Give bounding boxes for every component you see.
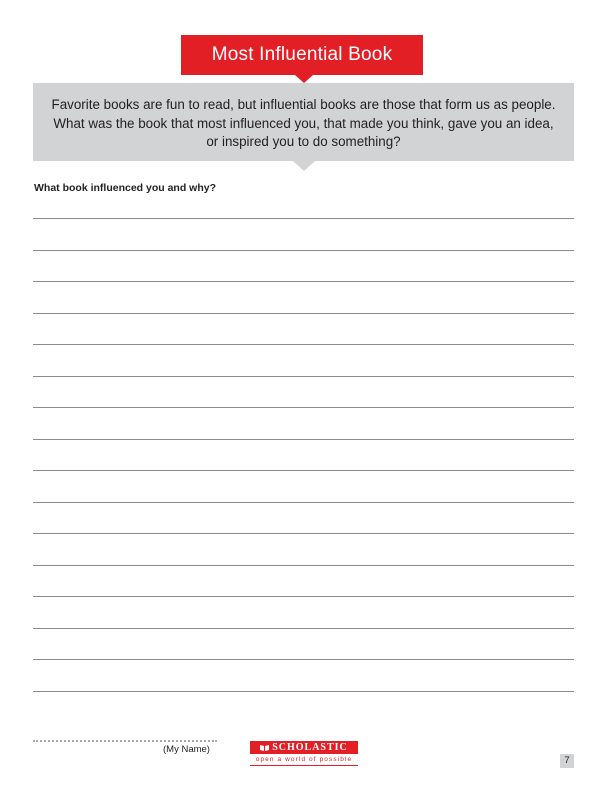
scholastic-logo: [250, 741, 358, 767]
page-title: Most Influential Book: [181, 35, 423, 75]
writing-line[interactable]: [33, 344, 574, 345]
open-book-icon: [260, 744, 269, 751]
logo-tagline: open a world of possible: [255, 756, 353, 763]
name-label: (My Name): [163, 744, 210, 755]
prompt-line: Favorite books are fun to read, but influential books are those that form us as people.: [51, 97, 556, 112]
logo-bar: [250, 741, 358, 754]
writing-line[interactable]: [33, 470, 574, 471]
writing-line[interactable]: [33, 250, 574, 251]
name-line[interactable]: [33, 740, 217, 742]
writing-line[interactable]: [33, 659, 574, 660]
logo-brand: SCHOLASTIC: [272, 742, 348, 753]
page-number: 7: [560, 754, 574, 768]
writing-line[interactable]: [33, 628, 574, 629]
writing-line[interactable]: [33, 533, 574, 534]
writing-line[interactable]: [33, 313, 574, 314]
question-label: What book influenced you and why?: [34, 182, 217, 194]
writing-line[interactable]: [33, 281, 574, 282]
logo-underline: [250, 765, 358, 766]
writing-line[interactable]: [33, 565, 574, 566]
writing-line[interactable]: [33, 376, 574, 377]
writing-line[interactable]: [33, 691, 574, 692]
writing-line[interactable]: [33, 407, 574, 408]
writing-line[interactable]: [33, 596, 574, 597]
writing-area[interactable]: [33, 0, 574, 786]
prompt-line: or inspired you to do something?: [206, 134, 401, 149]
writing-line[interactable]: [33, 439, 574, 440]
writing-line[interactable]: [33, 502, 574, 503]
writing-line[interactable]: [33, 218, 574, 219]
prompt-line: What was the book that most influenced you, that made you think, gave you an idea,: [53, 115, 554, 131]
